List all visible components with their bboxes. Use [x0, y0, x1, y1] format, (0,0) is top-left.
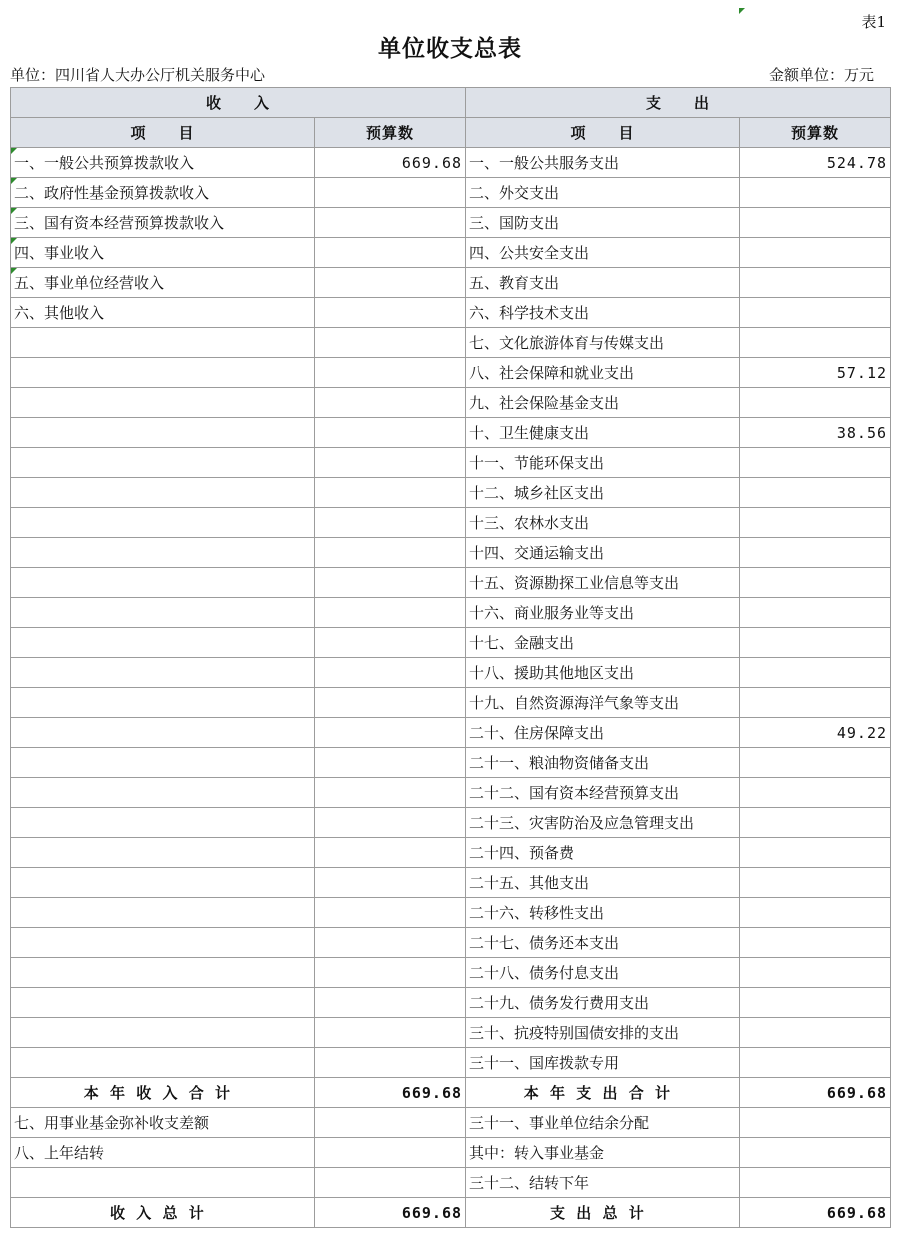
- income-budget-value: [315, 568, 466, 598]
- income-budget-value: [315, 448, 466, 478]
- cell-marker-icon: [739, 8, 745, 14]
- expense-budget-value-text: 524.78: [826, 153, 888, 172]
- table-row: [11, 688, 891, 718]
- expense-item: [466, 478, 740, 508]
- expense-budget-value: [740, 478, 891, 508]
- expense-item: [466, 208, 740, 238]
- income-budget-value: [315, 328, 466, 358]
- income-item: [11, 988, 315, 1018]
- table-row: [11, 598, 891, 628]
- income-budget-value: [315, 1018, 466, 1048]
- table-row: [11, 658, 891, 688]
- income-budget-value: [315, 928, 466, 958]
- expense-item: [466, 568, 740, 598]
- expense-budget-value: [740, 688, 891, 718]
- expense-item-text: 十三、农林水支出: [469, 514, 590, 532]
- expense-budget-value: [740, 718, 891, 748]
- table-row: [11, 958, 891, 988]
- page-title: 单位收支总表: [378, 36, 522, 62]
- expense-item-text: 二、外交支出: [469, 184, 560, 202]
- expense-item: [466, 688, 740, 718]
- income-budget-value: [315, 838, 466, 868]
- income-item: [11, 658, 315, 688]
- expense-budget-value: [740, 328, 891, 358]
- expense-budget-value: [740, 898, 891, 928]
- income-item: [11, 718, 315, 748]
- income-item: [11, 958, 315, 988]
- expense-item-text: 十六、商业服务业等支出: [469, 604, 635, 622]
- expense-item: [466, 778, 740, 808]
- expense-budget-value-text: 49.22: [836, 723, 888, 742]
- expense-item-text: 二十二、国有资本经营预算支出: [469, 784, 680, 802]
- expense-budget-value-text: 38.56: [836, 423, 888, 442]
- expense-item: [466, 538, 740, 568]
- income-item: [11, 1108, 315, 1138]
- expense-item: [466, 298, 740, 328]
- income-budget-value: [315, 508, 466, 538]
- expense-subtotal-label: 本年支出合计: [466, 1078, 740, 1108]
- income-budget-value: [315, 1108, 466, 1138]
- income-item: [11, 688, 315, 718]
- income-item: [11, 898, 315, 928]
- expense-item-text: 五、教育支出: [469, 274, 560, 292]
- expense-budget-value: [740, 1048, 891, 1078]
- cell-marker-icon: [11, 268, 17, 274]
- income-budget-value: [315, 238, 466, 268]
- income-section-header: 收 入: [11, 88, 466, 118]
- expense-item-text: 四、公共安全支出: [469, 244, 590, 262]
- money-unit-label: 金额单位：万元: [768, 66, 874, 84]
- expense-budget-value: [740, 358, 891, 388]
- income-item: [11, 448, 315, 478]
- expense-subtotal-value: 669.68: [740, 1078, 891, 1108]
- expense-budget-value: [740, 568, 891, 598]
- table-row: [11, 778, 891, 808]
- income-total-label: 收入总计: [11, 1198, 315, 1228]
- expense-item: [466, 658, 740, 688]
- expense-budget-value-text: 57.12: [836, 363, 888, 382]
- table-row: [11, 1048, 891, 1078]
- income-budget-value: [315, 298, 466, 328]
- income-item-text: 八、上年结转: [14, 1144, 105, 1162]
- expense-item: [466, 868, 740, 898]
- table-row: [11, 418, 891, 448]
- expense-budget-value: [740, 238, 891, 268]
- income-item: [11, 358, 315, 388]
- table-row: [11, 238, 891, 268]
- income-item: [11, 568, 315, 598]
- expense-item-text: 六、科学技术支出: [469, 304, 590, 322]
- income-item: [11, 328, 315, 358]
- income-item: [11, 778, 315, 808]
- expense-budget-value: [740, 838, 891, 868]
- expense-item-text: 其中：转入事业基金: [469, 1144, 605, 1162]
- expense-item-text: 十、卫生健康支出: [469, 424, 590, 442]
- expense-item: [466, 598, 740, 628]
- expense-total-label: 支出总计: [466, 1198, 740, 1228]
- cell-marker-icon: [11, 208, 17, 214]
- income-item: [11, 928, 315, 958]
- table-row: [11, 628, 891, 658]
- expense-item: [466, 418, 740, 448]
- income-item-header: 项 目: [11, 118, 315, 148]
- expense-budget-value: [740, 988, 891, 1018]
- expense-item-text: 七、文化旅游体育与传媒支出: [469, 334, 665, 352]
- unit-label: 单位：四川省人大办公厅机关服务中心: [10, 66, 266, 84]
- table-row: [11, 538, 891, 568]
- expense-item-text: 十四、交通运输支出: [469, 544, 605, 562]
- expense-budget-value: [740, 388, 891, 418]
- expense-item-text: 三十一、事业单位结余分配: [469, 1114, 650, 1132]
- income-budget-value: [315, 418, 466, 448]
- expense-budget-value: [740, 748, 891, 778]
- table-row: [11, 1018, 891, 1048]
- expense-budget-value: [740, 928, 891, 958]
- table-row: [11, 508, 891, 538]
- income-item: [11, 1018, 315, 1048]
- expense-budget-value: [740, 958, 891, 988]
- income-item-text: 七、用事业基金弥补收支差额: [14, 1114, 210, 1132]
- income-budget-value: [315, 808, 466, 838]
- expense-budget-value: [740, 268, 891, 298]
- table-row: [11, 178, 891, 208]
- income-budget-value: [315, 208, 466, 238]
- expense-item-text: 九、社会保险基金支出: [469, 394, 620, 412]
- income-budget-value: [315, 538, 466, 568]
- expense-item: [466, 268, 740, 298]
- income-budget-value: [315, 988, 466, 1018]
- income-budget-value: [315, 178, 466, 208]
- table-row: [11, 718, 891, 748]
- expense-item-text: 三、国防支出: [469, 214, 560, 232]
- total-row: [11, 1198, 891, 1228]
- income-item: [11, 538, 315, 568]
- expense-budget-header: 预算数: [740, 118, 891, 148]
- expense-item: [466, 1108, 740, 1138]
- income-item: [11, 748, 315, 778]
- income-budget-value: [315, 1138, 466, 1168]
- expense-item: [466, 718, 740, 748]
- table-row: [11, 328, 891, 358]
- table-row: [11, 988, 891, 1018]
- expense-item-text: 十二、城乡社区支出: [469, 484, 605, 502]
- table-row: [11, 868, 891, 898]
- income-budget-value: [315, 358, 466, 388]
- expense-item: [466, 1138, 740, 1168]
- table-row: [11, 808, 891, 838]
- income-budget-value: [315, 268, 466, 298]
- expense-item: [466, 748, 740, 778]
- expense-budget-value: [740, 868, 891, 898]
- income-budget-header: 预算数: [315, 118, 466, 148]
- expense-budget-value: [740, 448, 891, 478]
- table-row: [11, 1168, 891, 1198]
- expense-item-text: 二十五、其他支出: [469, 874, 590, 892]
- column-header-row: [11, 118, 891, 148]
- expense-item-text: 十八、援助其他地区支出: [469, 664, 635, 682]
- expense-item-text: 十九、自然资源海洋气象等支出: [469, 694, 680, 712]
- table-row: [11, 268, 891, 298]
- expense-budget-value: [740, 298, 891, 328]
- expense-budget-value: [740, 658, 891, 688]
- income-item: [11, 478, 315, 508]
- expense-item: [466, 958, 740, 988]
- expense-budget-value: [740, 208, 891, 238]
- expense-item: [466, 448, 740, 478]
- expense-budget-value: [740, 1168, 891, 1198]
- expense-item: [466, 238, 740, 268]
- expense-item: [466, 808, 740, 838]
- table-row: [11, 388, 891, 418]
- expense-item-text: 三十二、结转下年: [469, 1174, 590, 1192]
- subtotal-row: [11, 1078, 891, 1108]
- expense-budget-value: [740, 538, 891, 568]
- income-budget-value: [315, 478, 466, 508]
- expense-item-text: 三十、抗疫特别国债安排的支出: [469, 1024, 680, 1042]
- income-item-text: 六、其他收入: [14, 304, 105, 322]
- table-row: [11, 298, 891, 328]
- expense-item: [466, 508, 740, 538]
- income-budget-value: [315, 1048, 466, 1078]
- section-header-row: [11, 88, 891, 118]
- income-budget-value-text: 669.68: [401, 153, 463, 172]
- cell-marker-icon: [11, 178, 17, 184]
- expense-budget-value: [740, 418, 891, 448]
- expense-budget-value: [740, 598, 891, 628]
- income-item: [11, 418, 315, 448]
- income-budget-value: [315, 598, 466, 628]
- table-row: [11, 898, 891, 928]
- expense-item: [466, 988, 740, 1018]
- expense-item: [466, 328, 740, 358]
- income-item-text: 四、事业收入: [14, 244, 105, 262]
- expense-item-text: 十七、金融支出: [469, 634, 575, 652]
- income-budget-value: [315, 628, 466, 658]
- expense-budget-value: [740, 1018, 891, 1048]
- expense-item-text: 一、一般公共服务支出: [469, 154, 620, 172]
- income-item: [11, 208, 315, 238]
- expense-item: [466, 928, 740, 958]
- income-item: [11, 1138, 315, 1168]
- income-budget-value: [315, 778, 466, 808]
- income-budget-value: [315, 658, 466, 688]
- expense-item: [466, 388, 740, 418]
- expense-budget-value: [740, 148, 891, 178]
- income-item: [11, 508, 315, 538]
- cell-marker-icon: [11, 148, 17, 154]
- expense-item-text: 二十一、粮油物资储备支出: [469, 754, 650, 772]
- income-item: [11, 268, 315, 298]
- income-item-text: 三、国有资本经营预算拨款收入: [14, 214, 225, 232]
- expense-item-text: 二十三、灾害防治及应急管理支出: [469, 814, 695, 832]
- expense-item-text: 二十九、债务发行费用支出: [469, 994, 650, 1012]
- income-item: [11, 1048, 315, 1078]
- income-budget-value: [315, 1168, 466, 1198]
- expense-item-text: 二十四、预备费: [469, 844, 575, 862]
- expense-budget-value: [740, 1108, 891, 1138]
- table-row: [11, 928, 891, 958]
- table-row: [11, 448, 891, 478]
- income-item: [11, 628, 315, 658]
- table-row: [11, 358, 891, 388]
- expense-item: [466, 148, 740, 178]
- income-item: [11, 808, 315, 838]
- expense-item-text: 二十六、转移性支出: [469, 904, 605, 922]
- expense-item-text: 十五、资源勘探工业信息等支出: [469, 574, 680, 592]
- expense-item: [466, 838, 740, 868]
- income-item: [11, 838, 315, 868]
- income-budget-value: [315, 958, 466, 988]
- table-row: [11, 1138, 891, 1168]
- table-row: [11, 838, 891, 868]
- expense-budget-value: [740, 628, 891, 658]
- income-item: [11, 148, 315, 178]
- income-subtotal-value: 669.68: [315, 1078, 466, 1108]
- expense-item: [466, 898, 740, 928]
- income-item-text: 一、一般公共预算拨款收入: [14, 154, 195, 172]
- expense-item-header: 项 目: [466, 118, 740, 148]
- expense-budget-value: [740, 178, 891, 208]
- expense-item: [466, 178, 740, 208]
- income-budget-value: [315, 898, 466, 928]
- expense-item-text: 八、社会保障和就业支出: [469, 364, 635, 382]
- expense-item-text: 三十一、国库拨款专用: [469, 1054, 620, 1072]
- table-row: [11, 148, 891, 178]
- expense-item-text: 二十、住房保障支出: [469, 724, 605, 742]
- expense-item: [466, 1168, 740, 1198]
- table-number: 表1: [861, 13, 886, 31]
- income-budget-value: [315, 868, 466, 898]
- income-budget-value: [315, 388, 466, 418]
- income-total-value: 669.68: [315, 1198, 466, 1228]
- income-item: [11, 598, 315, 628]
- expense-item-text: 二十八、债务付息支出: [469, 964, 620, 982]
- income-item: [11, 238, 315, 268]
- income-budget-value: [315, 748, 466, 778]
- table-row: [11, 568, 891, 598]
- income-item-text: 五、事业单位经营收入: [14, 274, 165, 292]
- budget-summary-table: [10, 87, 891, 1228]
- income-item: [11, 178, 315, 208]
- table-row: [11, 748, 891, 778]
- table-row: [11, 478, 891, 508]
- income-item-text: 二、政府性基金预算拨款收入: [14, 184, 210, 202]
- cell-marker-icon: [11, 238, 17, 244]
- income-item: [11, 1168, 315, 1198]
- expense-section-header: 支 出: [466, 88, 891, 118]
- expense-item: [466, 1048, 740, 1078]
- expense-item: [466, 628, 740, 658]
- income-budget-value: [315, 148, 466, 178]
- expense-budget-value: [740, 778, 891, 808]
- expense-budget-value: [740, 808, 891, 838]
- income-item: [11, 868, 315, 898]
- expense-item: [466, 1018, 740, 1048]
- expense-total-value: 669.68: [740, 1198, 891, 1228]
- table-row: [11, 208, 891, 238]
- income-budget-value: [315, 718, 466, 748]
- expense-item-text: 二十七、债务还本支出: [469, 934, 620, 952]
- expense-budget-value: [740, 508, 891, 538]
- expense-budget-value: [740, 1138, 891, 1168]
- income-item: [11, 388, 315, 418]
- income-item: [11, 298, 315, 328]
- expense-item-text: 十一、节能环保支出: [469, 454, 605, 472]
- table-row: [11, 1108, 891, 1138]
- expense-item: [466, 358, 740, 388]
- income-subtotal-label: 本年收入合计: [11, 1078, 315, 1108]
- income-budget-value: [315, 688, 466, 718]
